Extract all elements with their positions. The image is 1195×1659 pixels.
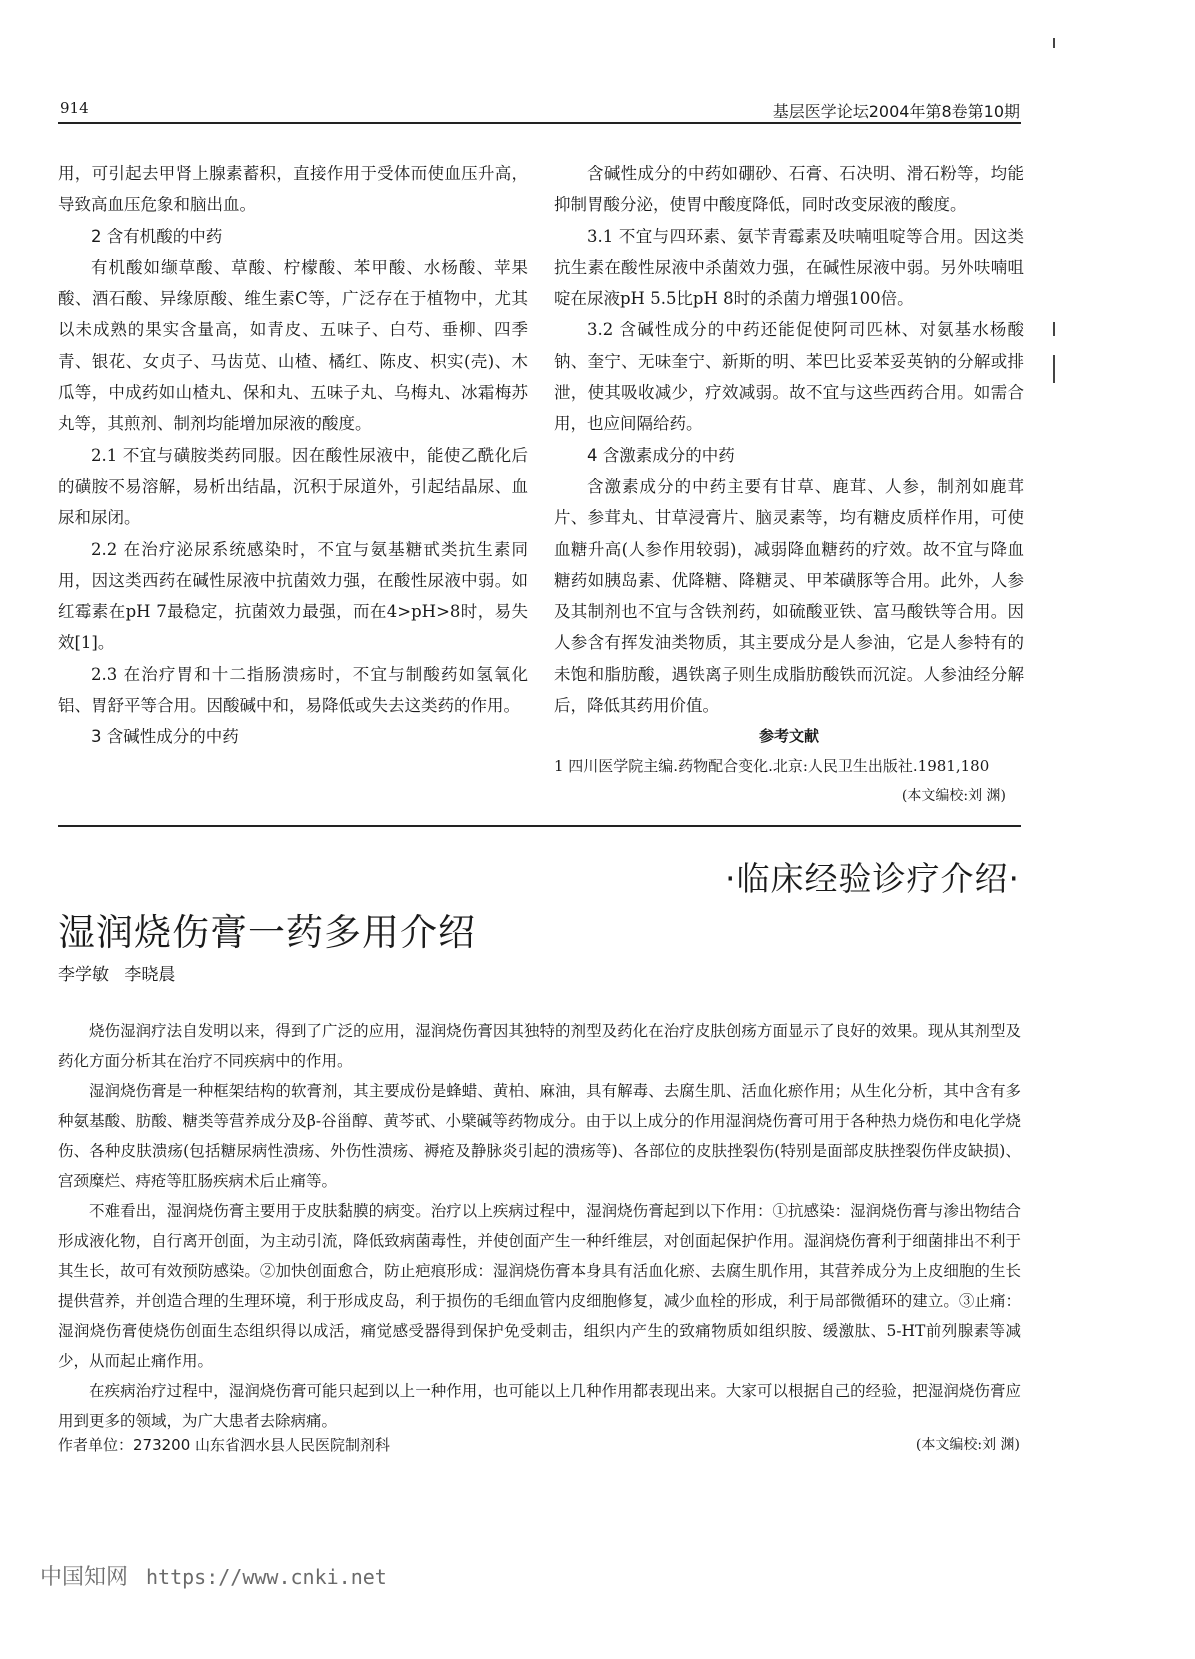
cnki-watermark bbox=[40, 1560, 387, 1591]
article-body bbox=[58, 1016, 1021, 1436]
paragraph: 在疾病治疗过程中，湿润烧伤膏可能只起到以上一种作用，也可能以上几种作用都表现出来。大家可以根据自己的经验，把湿润烧伤膏应用到更多的领域，为广大患者去除病痛。 bbox=[58, 1382, 1021, 1430]
paragraph: 有机酸如缬草酸、草酸、柠檬酸、苯甲酸、水杨酸、苹果酸、酒石酸、异缘原酸、维生素C等，广泛存在于植物中，尤其以未成熟的果实含量高，如青皮、五味子、白芍、垂柳、四季青、银花、女贞子、马齿苋、山楂、橘红、陈皮、枳实(壳)、木瓜等，中成药如山楂丸、保和丸、五味子丸、乌梅丸、冰霜梅苏丸等，其煎剂、制剂均能增加尿液的酸度。 bbox=[58, 257, 528, 434]
paragraph: 2.2 在治疗泌尿系统感染时，不宜与氨基糖甙类抗生素同用，因这类西药在碱性尿液中抗菌效力强，在酸性尿液中弱。如红霉素在pH 7最稳定，抗菌效力最强，而在4>pH>8时，易失效[1]。 bbox=[58, 539, 528, 653]
paragraph: 2.1 不宜与磺胺类药同服。因在酸性尿液中，能使乙酰化后的磺胺不易溶解，易析出结晶，沉积于尿道外，引起结晶尿、血尿和尿闭。 bbox=[58, 445, 528, 528]
paragraph: 湿润烧伤膏是一种框架结构的软膏剂，其主要成份是蜂蜡、黄柏、麻油，具有解毒、去腐生肌、活血化瘀作用；从生化分析，其中含有多种氨基酸、肪酸、糖类等营养成分及β-谷甾醇、黄芩甙、小檗碱等药物成分。由于以上成分的作用湿润烧伤膏可用于各种热力烧伤和电化学烧伤、各种皮肤溃疡(包括糖尿病性溃疡、外伤性溃疡、褥疮及静脉炎引起的溃疡等)、各部位的皮肤挫裂伤(特别是面部皮肤挫裂伤伴皮缺损)、宫颈糜烂、痔疮等肛肠疾病术后止痛等。 bbox=[58, 1082, 1021, 1190]
editor-note: (本文编校:刘 渊) bbox=[901, 788, 1006, 805]
paragraph: 烧伤湿润疗法自发明以来，得到了广泛的应用，湿润烧伤膏因其独特的剂型及药化在治疗皮肤创疡方面显示了良好的效果。现从其剂型及药化方面分析其在治疗不同疾病中的作用。 bbox=[58, 1022, 1021, 1070]
journal-header: 基层医学论坛2004年第8卷第10期 bbox=[772, 102, 1020, 121]
section-heading: 4 含激素成分的中药 bbox=[587, 445, 735, 465]
paragraph: 不难看出，湿润烧伤膏主要用于皮肤黏膜的病变。治疗以上疾病过程中，湿润烧伤膏起到以下作用：①抗感染：湿润烧伤膏与渗出物结合形成液化物，自行离开创面，为主动引流，降低致病菌毒性，并使创面产生一种纤维层，对创面起保护作用。湿润烧伤膏利于细菌排出不利于其生长，故可有效预防感染。②加快创面愈合，防止疤痕形成：湿润烧伤膏本身具有活血化瘀、去腐生肌作用，其营养成分为上皮细胞的生长提供营养，并创造合理的生理环境，利于形成皮岛，利于损伤的毛细血管内皮细胞修复，减少血栓的形成，利于局部微循环的建立。③止痛：湿润烧伤膏使烧伤创面生态组织得以成活，痛觉感受器得到保护免受刺击，组织内产生的致痛物质如组织胺、缓激肽、5-HT前列腺素等减少，从而起止痛作用。 bbox=[58, 1202, 1021, 1370]
scan-mark bbox=[1053, 38, 1055, 48]
left-column bbox=[58, 158, 528, 753]
references-title: 参考文献 bbox=[758, 727, 819, 746]
right-column bbox=[554, 158, 1024, 811]
reference-item: 1 四川医学院主编.药物配合变化.北京:人民卫生出版社.1981,180 bbox=[554, 757, 990, 776]
paragraph: 3.1 不宜与四环素、氨苄青霉素及呋喃咀啶等合用。因这类抗生素在酸性尿液中杀菌效力强，在碱性尿液中弱。另外呋喃咀啶在尿液pH 5.5比pH 8时的杀菌力增强100倍。 bbox=[554, 226, 1024, 309]
scan-mark bbox=[1053, 355, 1055, 383]
section-rule bbox=[58, 825, 1021, 827]
paragraph: 2.3 在治疗胃和十二指肠溃疡时，不宜与制酸药如氢氧化铝、胃舒平等合用。因酸碱中和，易降低或失去这类药的作用。 bbox=[58, 664, 528, 716]
watermark-brand: 中国知网 bbox=[40, 1565, 129, 1590]
authors: 李学敏 李晓晨 bbox=[58, 965, 176, 985]
watermark-url: https://www.cnki.net bbox=[146, 1565, 387, 1589]
paragraph: 含激素成分的中药主要有甘草、鹿茸、人参，制剂如鹿茸片、参茸丸、甘草浸膏片、脑灵素等，均有糖皮质样作用，可使血糖升高(人参作用较弱)，减弱降血糖药的疗效。故不宜与降血糖药如胰岛素、优降糖、降糖灵、甲苯磺豚等合用。此外，人参及其制剂也不宜与含铁剂药，如硫酸亚铁、富马酸铁等合用。因人参含有挥发油类物质，其主要成分是人参油，它是人参特有的未饱和脂肪酸，遇铁离子则生成脂肪酸铁而沉淀。人参油经分解后，降低其药用价值。 bbox=[554, 476, 1024, 716]
author-affiliation: 作者单位：273200 山东省泗水县人民医院制剂科 bbox=[58, 1436, 391, 1454]
section-heading: 3 含碱性成分的中药 bbox=[91, 727, 239, 747]
header-rule bbox=[58, 122, 1021, 124]
section-heading: 2 含有机酸的中药 bbox=[91, 226, 223, 246]
editor-note-2: (本文编校:刘 渊) bbox=[915, 1437, 1020, 1453]
paragraph: 含碱性成分的中药如硼砂、石膏、石决明、滑石粉等，均能抑制胃酸分泌，使胃中酸度降低，同时改变尿液的酸度。 bbox=[554, 164, 1024, 215]
paragraph: 3.2 含碱性成分的中药还能促使阿司匹林、对氨基水杨酸钠、奎宁、无味奎宁、新斯的明、苯巴比妥苯妥英钠的分解或排泄，使其吸收减少，疗效减弱。故不宜与这些西药合用。如需合用，也应间隔给药。 bbox=[554, 320, 1024, 434]
scan-mark bbox=[1053, 322, 1055, 336]
paragraph: 用，可引起去甲肾上腺素蓄积，直接作用于受体而使血压升高，导致高血压危象和脑出血。 bbox=[58, 164, 528, 215]
column-heading: ·临床经验诊疗介绍· bbox=[725, 859, 1020, 898]
page-number: 914 bbox=[60, 99, 89, 117]
article-title: 湿润烧伤膏一药多用介绍 bbox=[58, 911, 476, 954]
